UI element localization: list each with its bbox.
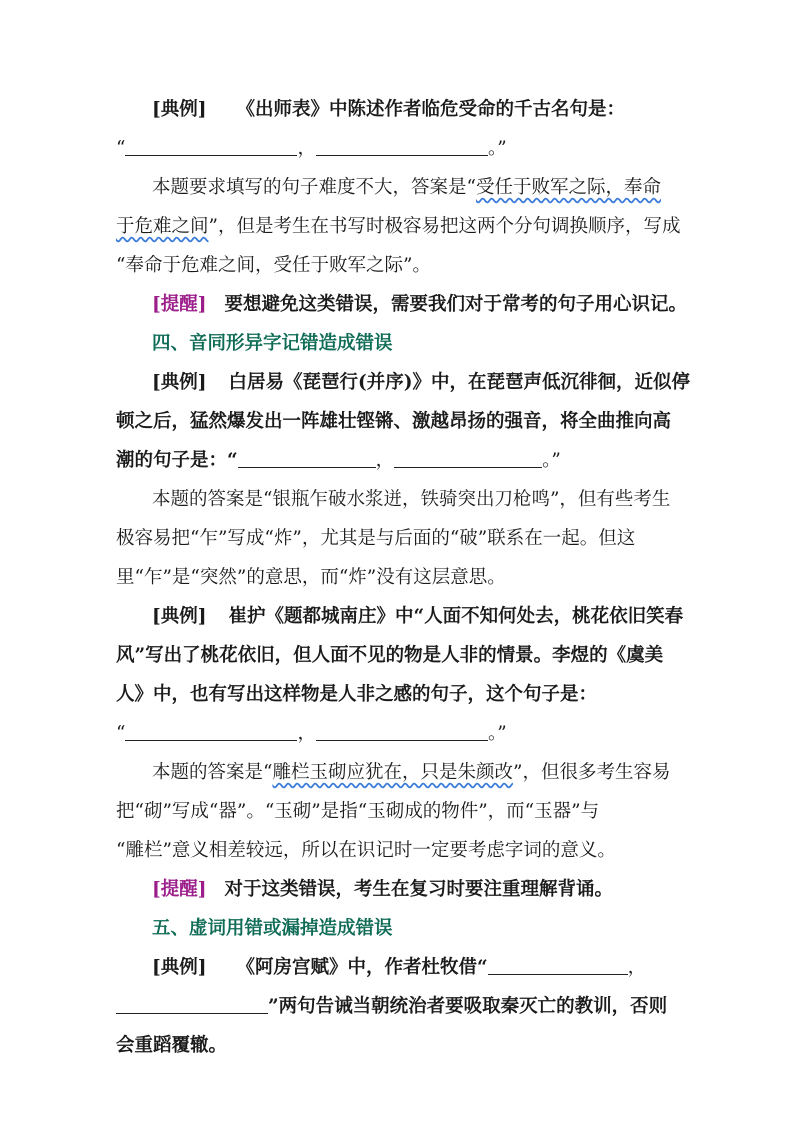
answer-blank[interactable] (316, 154, 488, 156)
example-4-line-3: 会重蹈覆辙。 (116, 1035, 228, 1056)
explanation-3-line-2: 把“砌”写成“器”。“玉砌”是指“玉砌成的物件”，而“玉器”与 (116, 801, 600, 822)
explanation-3-line-1: 本题的答案是“雕栏玉砌应犹在，只是朱颜改”，但很多考生容易 (152, 762, 671, 783)
example-tag: [典例] (152, 99, 207, 120)
remind-tag: [提醒] (152, 294, 207, 315)
explanation-1-line-1: 本题要求填写的句子难度不大，答案是“受任于败军之际，奉命 (152, 177, 661, 198)
example-3-line-3: 人》中，也有写出这样物是人非之感的句子，这个句子是： (116, 684, 598, 705)
example-2-line-2: 顿之后，猛然爆发出一阵雄壮铿锵、激越昂扬的强音，将全曲推向高 (116, 411, 672, 432)
remind-tag: [提醒] (152, 879, 207, 900)
answer-blank[interactable] (316, 739, 488, 741)
example-tag: [典例] (152, 372, 207, 393)
answer-blank[interactable] (488, 973, 628, 975)
example-2-line-3: 潮的句子是：“ ， 。” (116, 450, 561, 471)
example-4-line-2: ”两句告诫当朝统治者要吸取秦灭亡的教训，否则 (116, 987, 686, 1026)
example-tag: [典例] (152, 957, 207, 978)
remind-2: [提醒] 对于这类错误，考生在复习时要注重理解背诵。 (152, 879, 614, 900)
section-heading-4: 四、音同形异字记错造成错误 (152, 333, 393, 354)
example-tag: [典例] (152, 606, 207, 627)
answer-blank[interactable] (238, 466, 376, 468)
answer-blank[interactable] (394, 466, 542, 468)
example-3-line-4: “ ， 。” (116, 723, 507, 744)
answer-highlight: 受任于败军之际，奉命 (475, 177, 661, 198)
answer-highlight: 雕栏玉砌应犹在，只是朱颜改 (272, 762, 513, 783)
example-1-line-2: “ ， 。” (116, 138, 507, 159)
section-heading-5: 五、虚词用错或漏掉造成错误 (152, 918, 393, 939)
answer-blank[interactable] (116, 1012, 268, 1014)
explanation-2-line-1: 本题的答案是“银瓶乍破水浆迸，铁骑突出刀枪鸣”，但有些考生 (152, 489, 671, 510)
answer-highlight: 于危难之间 (116, 216, 209, 237)
explanation-3-line-3: “雕栏”意义相差较远，所以在识记时一定要考虑字词的意义。 (116, 840, 616, 861)
example-4-line-1: [典例] 《阿房宫赋》中，作者杜牧借“ ， (152, 957, 647, 978)
answer-blank[interactable] (125, 739, 297, 741)
explanation-1-line-2: 于危难之间”，但是考生在书写时极容易把这两个分句调换顺序，写成 (116, 216, 681, 237)
example-2-line-1: [典例] 白居易《琵琶行(并序)》中，在琵琶声低沉徘徊，近似停 (152, 372, 691, 393)
example-1-line-1 (152, 90, 686, 129)
remind-1: [提醒] 要想避免这类错误，需要我们对于常考的句子用心识记。 (152, 294, 688, 315)
example-1-question: 《出师表》中陈述作者临危受命的千古名句是： (236, 99, 626, 120)
example-3-line-1: [典例] 崔护《题都城南庄》中“人面不知何处去，桃花依旧笑春 (152, 606, 684, 627)
explanation-2-line-2: 极容易把“乍”写成“炸”，尤其是与后面的“破”联系在一起。但这 (116, 528, 636, 549)
example-3-line-2: 风”写出了桃花依旧，但人面不见的物是人非的情景。李煜的《虞美 (116, 645, 664, 666)
explanation-1-line-3: “奉命于危难之间，受任于败军之际”。 (116, 255, 431, 276)
answer-blank[interactable] (125, 154, 297, 156)
explanation-2-line-3: 里“乍”是“突然”的意思，而“炸”没有这层意思。 (116, 567, 506, 588)
